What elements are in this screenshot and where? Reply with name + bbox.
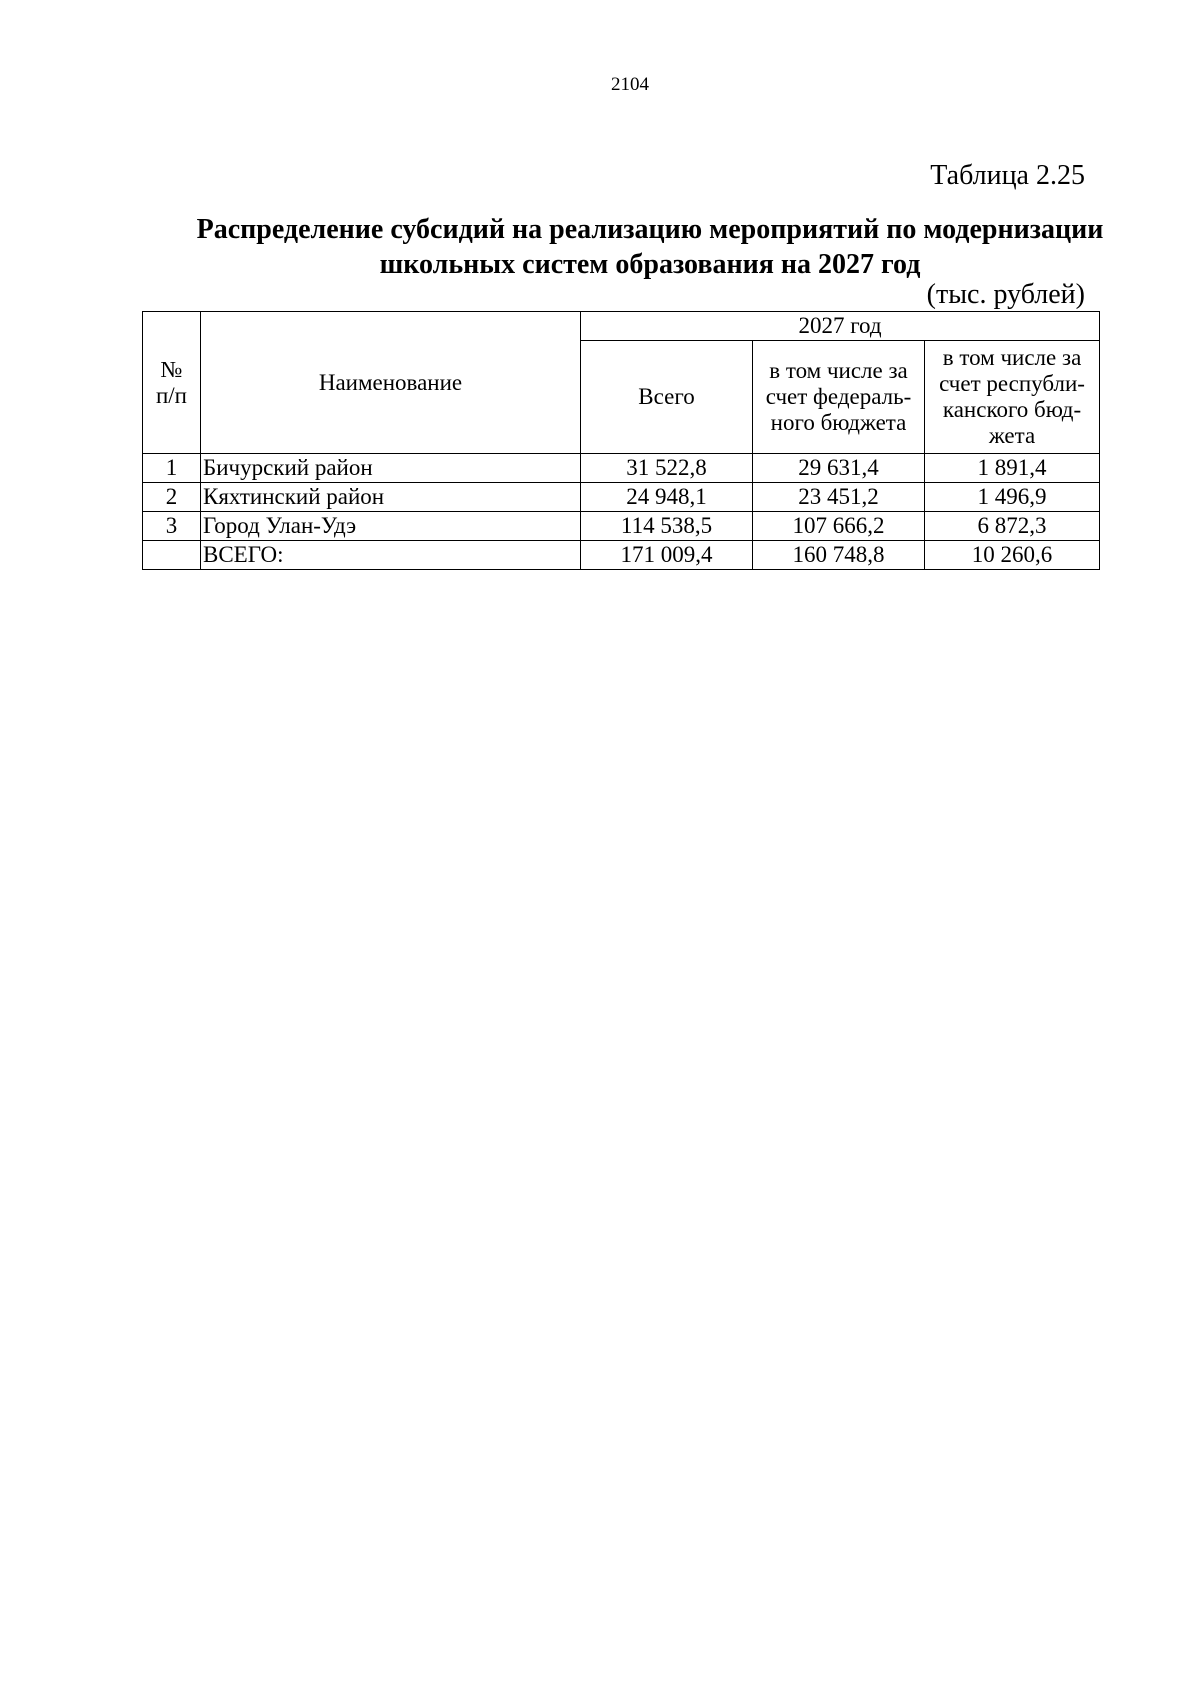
total-row-number bbox=[143, 541, 201, 570]
row-name: Город Улан-Удэ bbox=[201, 512, 581, 541]
header-name: Наименование bbox=[201, 312, 581, 454]
document-title bbox=[150, 212, 1150, 282]
title-line-2: школьных систем образования на 2027 год bbox=[379, 249, 921, 280]
table-row bbox=[143, 483, 1100, 512]
title-line-1: Распределение субсидий на реализацию мероприятий по модернизации bbox=[196, 214, 1104, 245]
row-republic: 1 891,4 bbox=[925, 454, 1100, 483]
row-name: Бичурский район bbox=[201, 454, 581, 483]
row-total: 31 522,8 bbox=[581, 454, 753, 483]
header-republic-line-2: счет республи- bbox=[939, 371, 1085, 396]
header-republic-line-4: жета bbox=[988, 423, 1036, 448]
row-federal: 23 451,2 bbox=[753, 483, 925, 512]
header-number-line-2: п/п bbox=[155, 382, 187, 408]
header-republic-line-3: канского бюд- bbox=[942, 397, 1082, 422]
header-row-1 bbox=[143, 312, 1100, 341]
row-republic: 1 496,9 bbox=[925, 483, 1100, 512]
row-name: Кяхтинский район bbox=[201, 483, 581, 512]
page-number: 2104 bbox=[611, 74, 649, 95]
row-federal: 29 631,4 bbox=[753, 454, 925, 483]
header-total: Всего bbox=[581, 341, 753, 454]
table-label: Таблица 2.25 bbox=[930, 160, 1085, 191]
header-republic-line-1: в том числе за bbox=[942, 345, 1082, 370]
row-total: 114 538,5 bbox=[581, 512, 753, 541]
total-row-name: ВСЕГО: bbox=[201, 541, 581, 570]
total-row bbox=[143, 541, 1100, 570]
header-year: 2027 год bbox=[581, 312, 1100, 341]
row-total: 24 948,1 bbox=[581, 483, 753, 512]
header-federal bbox=[753, 341, 925, 454]
header-federal-line-2: счет федераль- bbox=[765, 384, 912, 409]
total-row-republic: 10 260,6 bbox=[925, 541, 1100, 570]
header-number-line-1: № bbox=[160, 356, 183, 382]
row-number: 1 bbox=[143, 454, 201, 483]
table-row bbox=[143, 512, 1100, 541]
table-row bbox=[143, 454, 1100, 483]
subsidy-table bbox=[142, 311, 1100, 570]
units-label: (тыс. рублей) bbox=[926, 279, 1085, 310]
row-number: 2 bbox=[143, 483, 201, 512]
header-republic bbox=[925, 341, 1100, 454]
total-row-federal: 160 748,8 bbox=[753, 541, 925, 570]
header-number bbox=[143, 312, 201, 454]
row-number: 3 bbox=[143, 512, 201, 541]
row-republic: 6 872,3 bbox=[925, 512, 1100, 541]
header-federal-line-3: ного бюджета bbox=[770, 410, 907, 435]
row-federal: 107 666,2 bbox=[753, 512, 925, 541]
total-row-total: 171 009,4 bbox=[581, 541, 753, 570]
header-federal-line-1: в том числе за bbox=[769, 358, 908, 383]
